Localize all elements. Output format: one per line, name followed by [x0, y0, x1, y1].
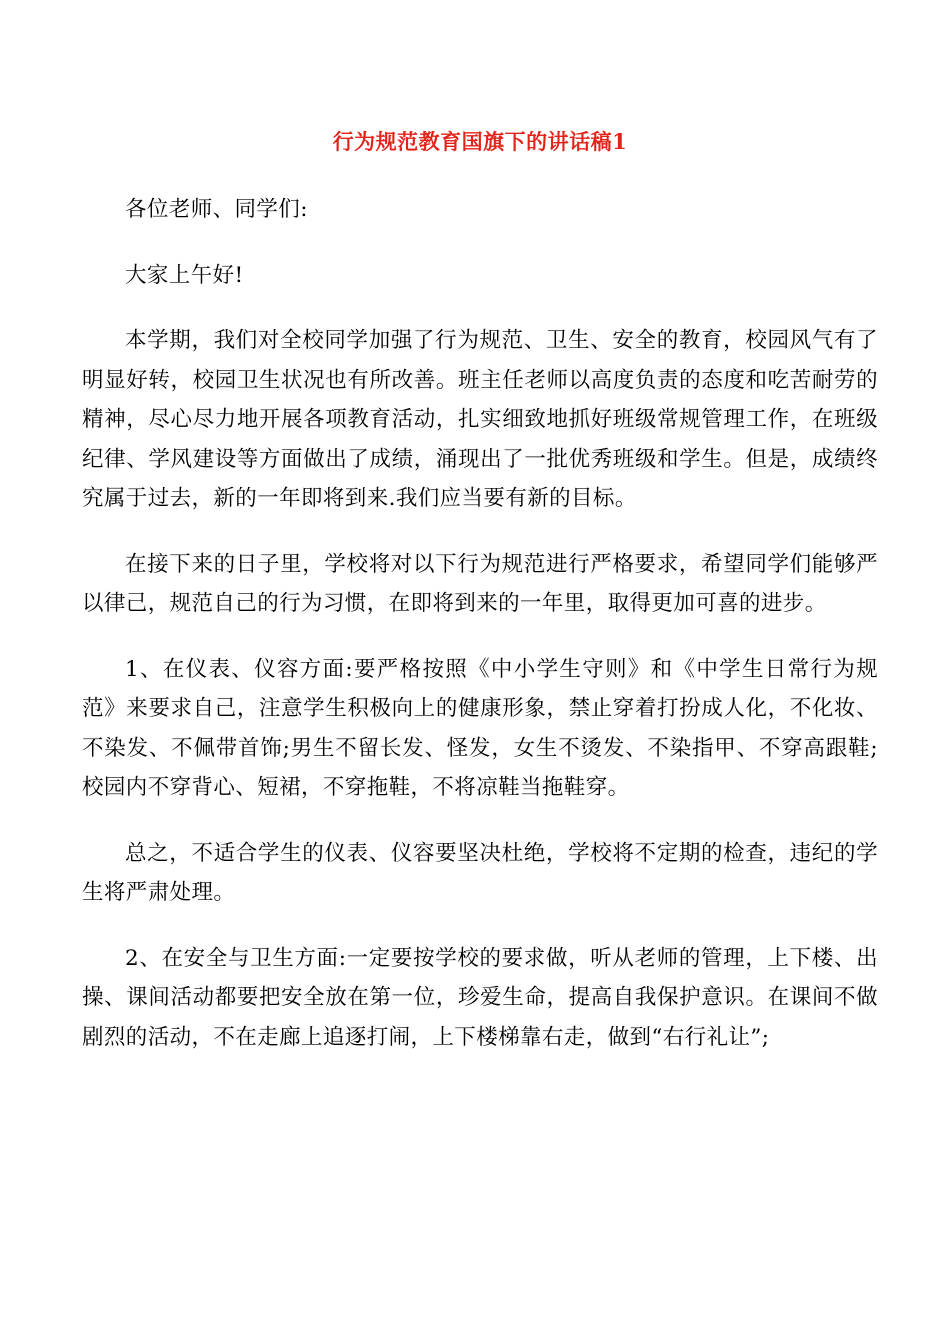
paragraph-semester-review: 本学期，我们对全校同学加强了行为规范、卫生、安全的教育，校园风气有了明显好转，校园卫生状况也有所改善。班主任老师以高度负责的态度和吃苦耐劳的精神，尽心尽力地开展各项教育活动，扎实细致地抓好班级常规管理工作，在班级纪律、学风建设等方面做出了成绩，涌现出了一批优秀班级和学生。但是，成绩终究属于过去，新的一年即将到来.我们应当要有新的目标。 — [82, 328, 878, 511]
paragraph-good-morning: 大家上午好! — [125, 262, 244, 288]
paragraph-expectations: 在接下来的日子里，学校将对以下行为规范进行严格要求，希望同学们能够严以律己，规范自己的行为习惯，在即将到来的一年里，取得更加可喜的进步。 — [82, 551, 878, 616]
paragraph-appearance-summary: 总之，不适合学生的仪表、仪容要坚决杜绝，学校将不定期的检查，违纪的学生将严肃处理。 — [82, 840, 878, 905]
paragraph-appearance-rules: 1、在仪表、仪容方面:要严格按照《中小学生守则》和《中学生日常行为规范》来要求自己，注意学生积极向上的健康形象，禁止穿着打扮成人化，不化妆、不染发、不佩带首饰;男生不留长发、怪发，女生不烫发、不染指甲、不穿高跟鞋;校园内不穿背心、短裙，不穿拖鞋，不将凉鞋当拖鞋穿。 — [82, 656, 878, 800]
paragraph-greeting: 各位老师、同学们: — [125, 197, 308, 222]
paragraph-safety-hygiene: 2、在安全与卫生方面:一定要按学校的要求做，听从老师的管理，上下楼、出操、课间活动都要把安全放在第一位，珍爱生命，提高自我保护意识。在课间不做剧烈的活动，不在走廊上追逐打闹，上下楼梯靠右走，做到“右行礼让”; — [82, 945, 878, 1050]
document-title: 行为规范教育国旗下的讲话稿1 — [332, 129, 628, 154]
